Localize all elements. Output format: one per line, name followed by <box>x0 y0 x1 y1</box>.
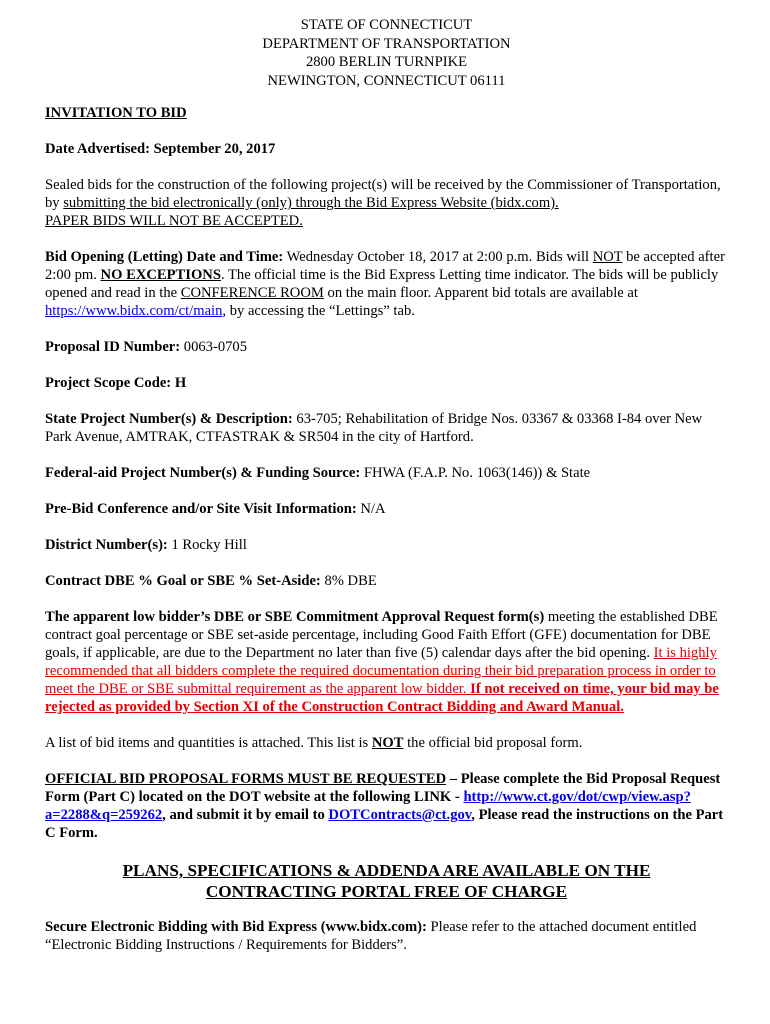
secure-bidding-paragraph: Secure Electronic Bidding with Bid Express (www.bidx.com): Please refer to the attached document entitled “Electronic Bidding Instructions / Requirements for Bidders”. <box>45 919 697 953</box>
document-header <box>45 16 728 90</box>
proposal-id: Proposal ID Number: 0063-0705 <box>45 339 248 355</box>
date-advertised: Date Advertised: September 20, 2017 <box>45 141 276 157</box>
dbe-commitment-paragraph: The apparent low bidder’s DBE or SBE Commitment Approval Request form(s) meeting the established DBE contract goal percentage or SBE set-aside percentage, including Good Faith Effort (GFE) documentation for DBE goals, if applicable, are due to the Department no later than five (5) calendar days after the bid opening. It is highly recommended that all bidders complete the required documentation during their bid preparation process in order to meet the DBE or SBE submittal requirement as the apparent low bidder. If not received on time, your bid may be rejected as provided by Section XI of the Construction Contract Bidding and Award Manual. <box>45 609 719 715</box>
header-line-city: NEWINGTON, CONNECTICUT 06111 <box>267 72 506 89</box>
dot-contracts-email-link[interactable]: DOTContracts@ct.gov <box>328 807 472 823</box>
plans-heading: PLANS, SPECIFICATIONS & ADDENDA ARE AVAILABLE ON THE CONTRACTING PORTAL FREE OF CHARGE <box>122 861 651 901</box>
federal-aid: Federal-aid Project Number(s) & Funding Source: FHWA (F.A.P. No. 1063(146)) & State <box>45 465 591 481</box>
prebid-conference: Pre-Bid Conference and/or Site Visit Information: N/A <box>45 501 386 517</box>
dbe-goal: Contract DBE % Goal or SBE % Set-Aside: 8% DBE <box>45 573 377 589</box>
header-line-department: DEPARTMENT OF TRANSPORTATION <box>262 35 511 52</box>
project-scope-code: Project Scope Code: H <box>45 375 187 391</box>
header-line-street: 2800 BERLIN TURNPIKE <box>305 54 468 70</box>
official-forms-paragraph: OFFICIAL BID PROPOSAL FORMS MUST BE REQUESTED – Please complete the Bid Proposal Request Form (Part C) located on the DOT website at the following LINK - http://www.ct.gov/dot/cwp/view.asp?a=2288&q=259262, and submit it by email to DOTContracts@ct.gov, Please read the instructions on the Part C Form. <box>45 771 724 841</box>
header-line-state: STATE OF CONNECTICUT <box>300 17 473 33</box>
state-project: State Project Number(s) & Description: 63-705; Rehabilitation of Bridge Nos. 03367 & 03368 I-84 over New Park Avenue, AMTRAK, CTFASTRAK & SR504 in the city of Hartford. <box>45 411 703 445</box>
bidx-lettings-link[interactable]: https://www.bidx.com/ct/main <box>45 303 223 319</box>
document-title: INVITATION TO BID <box>45 105 187 121</box>
part-c-form-link[interactable]: http://www.ct.gov/dot/cwp/view.asp?a=2288&q=259262 <box>45 789 691 823</box>
bid-opening-paragraph: Bid Opening (Letting) Date and Time: Wednesday October 18, 2017 at 2:00 p.m. Bids will NOT be accepted after 2:00 pm. NO EXCEPTIONS. The official time is the Bid Express Letting time indicator. The bids will be publicly opened and read in the CONFERENCE ROOM on the main floor. Apparent bid totals are available at https://www.bidx.com/ct/main, by accessing the “Lettings” tab. <box>45 249 725 319</box>
sealed-bids-paragraph: Sealed bids for the construction of the following project(s) will be received by the Commissioner of Transportation, by submitting the bid electronically (only) through the Bid Express Website (bidx.com). PAPER BIDS WILL NOT BE ACCEPTED. <box>45 177 721 229</box>
dbe-recommendation: It is highly recommended that all bidders complete the required documentation during their bid preparation process in order to meet the DBE or SBE submittal requirement as the apparent low bidder. <box>45 645 717 697</box>
bid-items-paragraph: A list of bid items and quantities is attached. This list is NOT the official bid proposal form. <box>45 735 583 751</box>
conference-room: CONFERENCE ROOM <box>180 285 324 301</box>
dbe-warning: If not received on time, your bid may be rejected as provided by Section XI of the Construction Contract Bidding and Award Manual. <box>45 681 719 715</box>
no-exceptions: NO EXCEPTIONS <box>100 267 221 283</box>
district-number: District Number(s): 1 Rocky Hill <box>45 537 247 553</box>
